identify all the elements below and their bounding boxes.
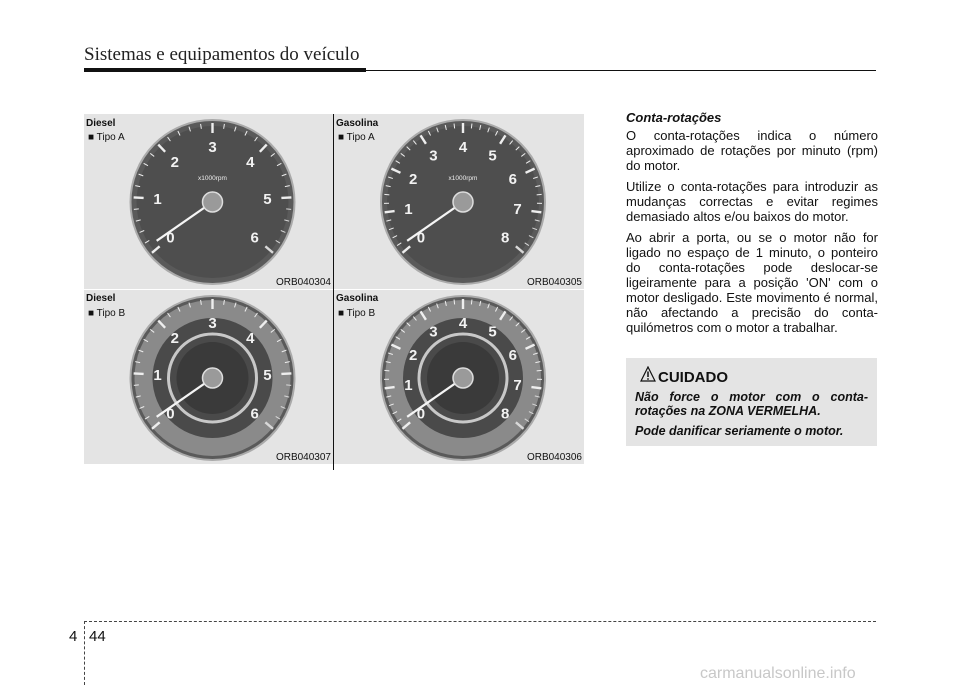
needle-hub <box>203 192 223 212</box>
gauge-type-label: ■ Tipo A <box>88 132 125 143</box>
dial-number: 4 <box>246 329 255 347</box>
dial-number: 3 <box>429 147 438 165</box>
gauge-image-code: ORB040307 <box>275 452 331 463</box>
dial-number: 4 <box>458 139 468 156</box>
dial-number: 4 <box>458 315 468 332</box>
minor-tick <box>454 300 455 305</box>
caution-line: Pode danificar seriamente o motor. <box>635 424 844 438</box>
caution-box <box>626 358 877 446</box>
tachometer-section <box>626 110 878 341</box>
page-number: 44 <box>89 628 106 645</box>
minor-tick <box>454 124 455 129</box>
gauge-panel-gasoline-a <box>334 114 584 289</box>
caution-text <box>635 390 868 444</box>
dial-number: 6 <box>250 229 259 247</box>
paragraph: Ao abrir a porta, ou se o motor não for ligado no espaço de 1 minuto, o ponteiro do conta-rotações pode deslocar-se ligeiramente para a posição 'ON' com o motor desligado. Este movimento é normal, não afectando a precisão do conta-quilómetros com o motor a trabalhar. <box>626 230 878 335</box>
dial-number: 3 <box>208 315 217 332</box>
gauge-panel-gasoline-b <box>334 290 584 464</box>
major-tick <box>134 373 144 374</box>
dial-number: 5 <box>263 190 272 208</box>
gauge-type-text: Tipo A <box>96 132 125 143</box>
watermark: carmanualsonline.info <box>700 665 856 682</box>
gauge-image-code: ORB040305 <box>526 277 582 288</box>
gauge-fuel-label: Gasolina <box>336 118 379 129</box>
caution-line: Não force o motor com o conta-rotações na ZONA VERMELHA. <box>635 390 868 418</box>
needle-hub <box>203 368 223 388</box>
minor-tick <box>471 124 472 129</box>
gauge-type-text: Tipo B <box>346 308 376 319</box>
gauge-fuel-label: Gasolina <box>336 293 379 304</box>
dial-number: 8 <box>500 229 510 247</box>
major-tick <box>531 387 541 388</box>
dial-number: 2 <box>408 170 418 188</box>
gauge-panel-diesel-a <box>84 114 333 289</box>
major-tick <box>385 387 395 388</box>
caution-title: CUIDADO <box>658 369 728 386</box>
dial-number: 5 <box>488 147 497 165</box>
dial-number: 1 <box>153 366 162 384</box>
dial-number: 6 <box>250 405 259 423</box>
major-tick <box>531 211 541 212</box>
header-bar <box>84 68 366 72</box>
dial-number: 3 <box>429 323 438 341</box>
needle-hub <box>453 368 473 388</box>
footer-rule <box>84 621 876 622</box>
dial-number: 7 <box>513 201 522 219</box>
dial-number: 5 <box>263 366 272 384</box>
dial-number: 8 <box>500 405 510 423</box>
gauge-fuel-label: Diesel <box>86 118 116 129</box>
footer-divider <box>84 621 85 685</box>
dial-number: 2 <box>408 346 418 364</box>
dial-unit: x1000rpm <box>198 175 227 182</box>
needle-hub <box>453 192 473 212</box>
gauge-panel-diesel-b <box>84 290 333 464</box>
header-rule <box>366 70 876 71</box>
gauge-fuel-label: Diesel <box>86 293 116 304</box>
major-tick <box>134 197 144 198</box>
dial-number: 0 <box>416 405 426 423</box>
dial-number: 2 <box>170 153 179 171</box>
dial-number: 0 <box>416 229 426 247</box>
dial-number: 6 <box>508 346 518 364</box>
chapter-number: 4 <box>69 628 78 645</box>
dial-number: 0 <box>166 405 175 423</box>
major-tick <box>281 373 291 374</box>
dial-number: 7 <box>513 377 522 395</box>
dial-number: 3 <box>208 139 217 156</box>
dial-number: 0 <box>166 229 175 247</box>
panel-divider <box>333 114 334 470</box>
dial-number: 1 <box>404 377 413 395</box>
gauge-type-text: Tipo B <box>96 308 126 319</box>
warning-triangle-icon <box>640 366 656 382</box>
gauge-type-label: ■ Tipo A <box>338 132 375 143</box>
gauge-type-text: Tipo A <box>346 132 375 143</box>
major-tick <box>281 197 291 198</box>
paragraph: O conta-rotações indica o número aproximado de rotações por minuto (rpm) do motor. <box>626 128 878 173</box>
gauge-image-code: ORB040306 <box>526 452 582 463</box>
dial-number: 1 <box>153 190 162 208</box>
gauge-image-code: ORB040304 <box>275 277 331 288</box>
gauge-type-label: ■ Tipo B <box>338 308 376 319</box>
paragraph: Utilize o conta-rotações para introduzir as mudanças correctas e evitar regimes demasiado altos e/ou baixos do motor. <box>626 179 878 224</box>
gauge-type-label: ■ Tipo B <box>88 308 126 319</box>
minor-tick <box>471 300 472 305</box>
section-title: Conta-rotações <box>626 110 722 125</box>
dial-number: 2 <box>170 329 179 347</box>
dial-unit: x1000rpm <box>448 175 478 182</box>
dial-number: 6 <box>508 170 518 188</box>
header-title: Sistemas e equipamentos do veículo <box>84 44 360 65</box>
major-tick <box>385 211 395 212</box>
dial-number: 5 <box>488 323 497 341</box>
dial-number: 4 <box>246 153 255 171</box>
dial-number: 1 <box>404 201 413 219</box>
